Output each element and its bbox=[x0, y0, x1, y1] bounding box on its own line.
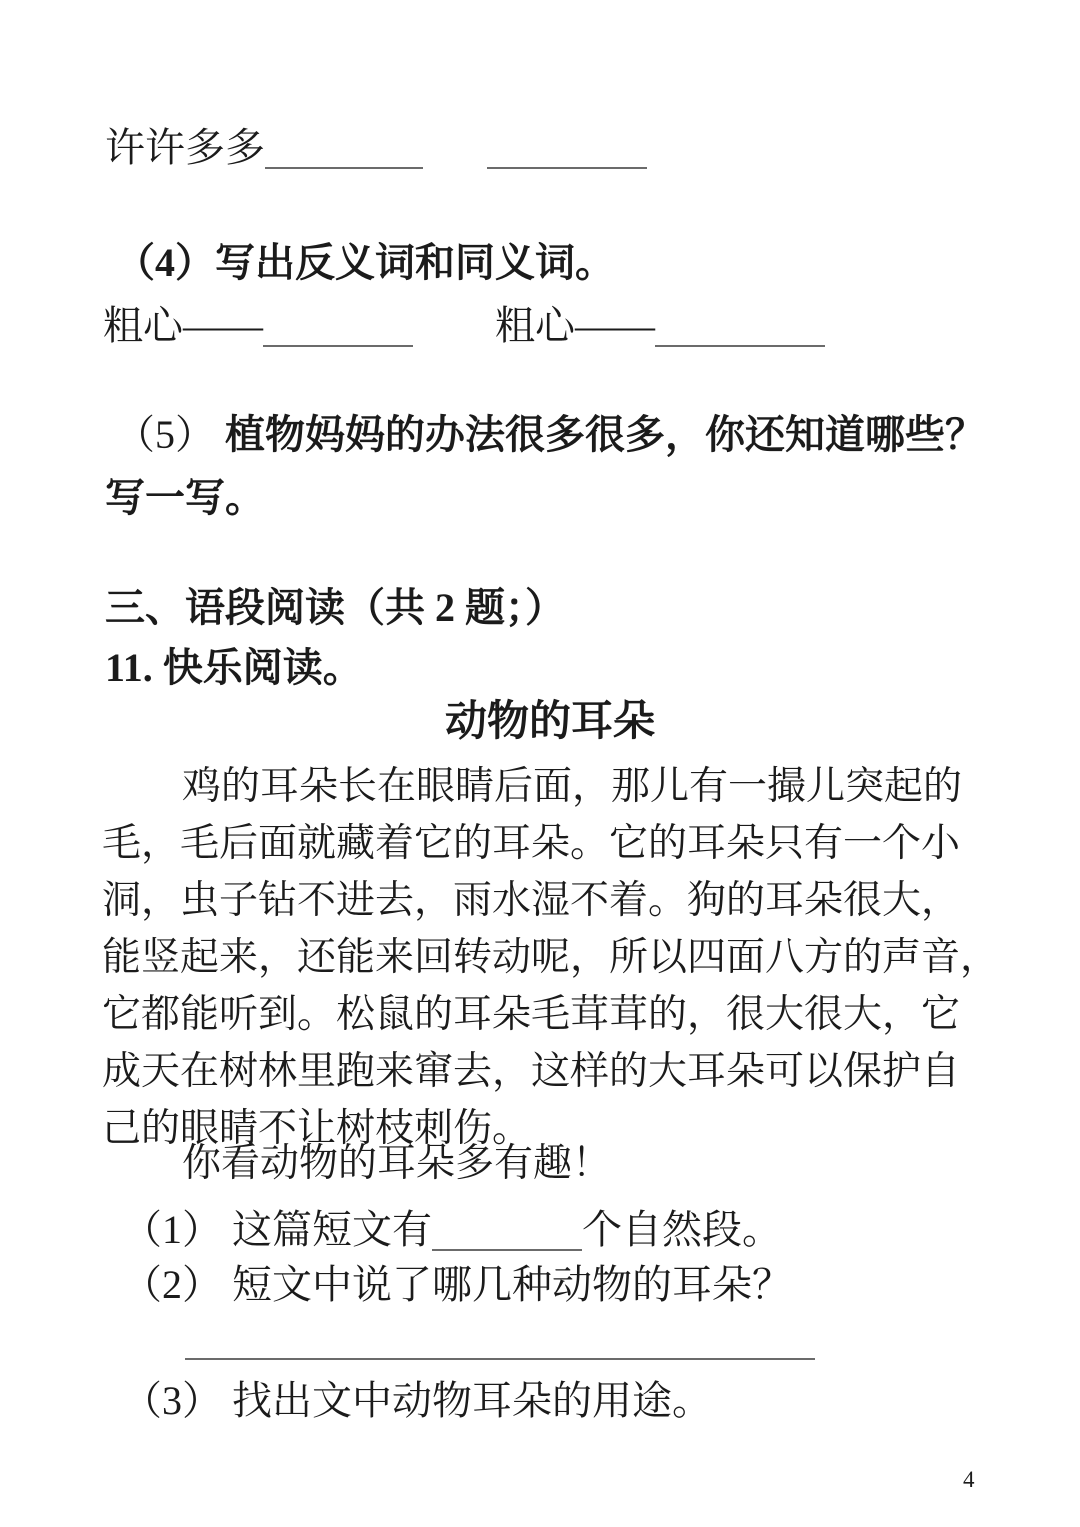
reading-question-3 bbox=[122, 1378, 712, 1423]
reading-line: 能竖起来，还能来回转动呢，所以四面八方的声音， bbox=[102, 936, 1000, 979]
synonym-word: 粗心—— bbox=[495, 303, 655, 348]
page-number: 4 bbox=[963, 1467, 975, 1492]
reading-line: 毛，毛后面就藏着它的耳朵。它的耳朵只有一个小 bbox=[102, 822, 961, 865]
question1-label: （1） bbox=[122, 1207, 222, 1252]
question3-label: （3） bbox=[122, 1378, 222, 1423]
reading-passage bbox=[102, 758, 1000, 1157]
reading-line: 它都能听到。松鼠的耳朵毛茸茸的，很大很大，它 bbox=[102, 993, 961, 1036]
blank-gap bbox=[413, 338, 495, 339]
reading-line: 己的眼睛不让树枝刺伤。 bbox=[102, 1107, 532, 1150]
word-fill-prompt: 许许多多 bbox=[105, 125, 265, 170]
answer-blank bbox=[655, 311, 825, 347]
question2-text: 短文中说了哪几种动物的耳朵？ bbox=[232, 1262, 792, 1307]
blank-gap bbox=[423, 160, 487, 161]
antonym-word: 粗心—— bbox=[103, 303, 263, 348]
answer-blank-long bbox=[185, 1312, 815, 1360]
answer-blank bbox=[263, 311, 413, 347]
question5-line2: 写一写。 bbox=[105, 475, 265, 520]
reading-line: 成天在树林里跑来窜去，这样的大耳朵可以保护自 bbox=[102, 1050, 961, 1093]
reading-line: 鸡的耳朵长在眼睛后面，那儿有一撮儿突起的 bbox=[182, 765, 963, 808]
reading-line: 洞，虫子钻不进去，雨水湿不着。狗的耳朵很大， bbox=[102, 879, 961, 922]
reading-question-2 bbox=[122, 1262, 792, 1307]
section3-heading: 三、语段阅读（共 2 题；） bbox=[105, 585, 565, 630]
reading-question-1 bbox=[122, 1207, 782, 1252]
question3-text: 找出文中动物耳朵的用途。 bbox=[232, 1378, 712, 1423]
reading-title: 动物的耳朵 bbox=[444, 699, 655, 745]
answer-blank bbox=[487, 133, 647, 169]
question1-text-before: 这篇短文有 bbox=[232, 1207, 432, 1252]
question4-answer-line bbox=[103, 303, 825, 348]
word-fill-line bbox=[105, 125, 647, 170]
question5-label: （5） bbox=[115, 412, 215, 457]
question4-heading: （4）写出反义词和同义词。 bbox=[115, 240, 615, 285]
question5-line1 bbox=[115, 412, 985, 457]
reading-closing-line: 你看动物的耳朵多有趣！ bbox=[182, 1142, 612, 1185]
question2-label: （2） bbox=[122, 1262, 222, 1307]
answer-blank bbox=[265, 133, 423, 169]
answer-blank bbox=[432, 1215, 582, 1251]
question11-heading: 11. 快乐阅读。 bbox=[105, 645, 363, 690]
question1-text-after: 个自然段。 bbox=[582, 1207, 782, 1252]
question5-prompt: 植物妈妈的办法很多很多，你还知道哪些？ bbox=[225, 412, 985, 457]
